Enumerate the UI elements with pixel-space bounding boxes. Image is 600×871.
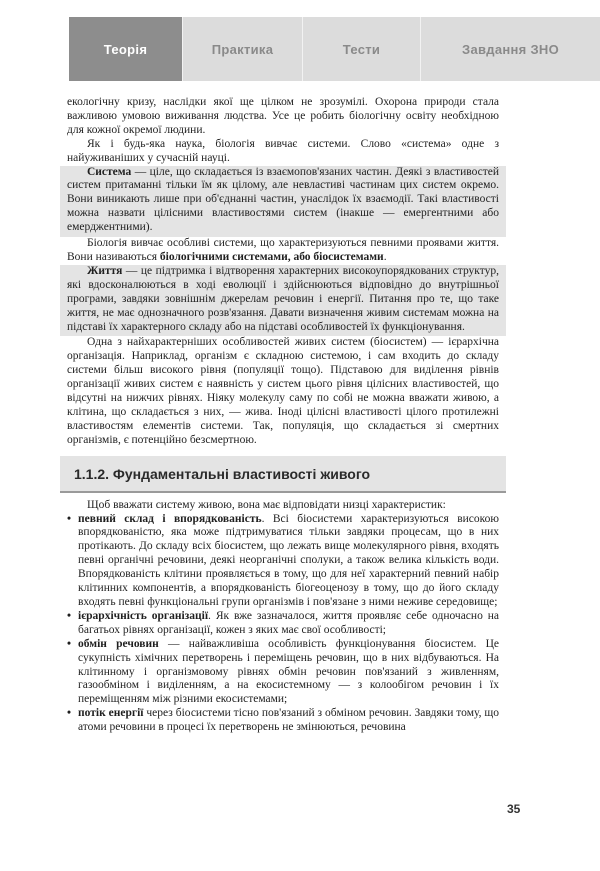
definition-block [60, 166, 506, 238]
tab-practice[interactable]: Практика [183, 17, 303, 81]
system-definition-text: — ціле, що складається із взаємопов'язаних частин. Деякі з властивостей систем притаманні тільки їм як цілому, але невластиві частинам цих систем окремо. Вони виникають лише при об'єднанні частин, унаслідок їх взаємодії. Такі властивості можна назвати цілісними властивостями систем (інакше — емергентними або емерджентними). [67, 165, 499, 234]
main-content [67, 96, 499, 735]
bullet-text: . Всі біосистеми характеризуються високою впорядкованістю, яка може підтримуватися тільки завдяки процесам, що в них протікають. До складу всіх біосистем, що лежать вище молекулярного рівня, входять певні органічні речовини, деякі неорганічні сполуки, а також велика кількість води. Впорядкованість клітини проявляється в тому, що для неї характерний певний набір клітинних компонентів, а впорядкованість біогеоценозу в тому, що до його складу входять певні функціональні групи організмів і пов'язане з ними неживе середовище; [78, 512, 499, 608]
term-life: Життя [87, 264, 123, 277]
list-item [67, 610, 499, 638]
paragraph-life-definition [67, 265, 499, 335]
paragraph-hierarchy: Одна з найхарактерніших особливостей живих систем (біосистем) — ієрархічна організація. Наприклад, організм є складною системою, і сам входить до складу системи більш високого рівня (популяції тощо). Підставою для виділення рівнів організації живих систем є наявність у систем цього рівня цілісних властивостей, що відсутні на нижчих рівнях. Ніяку молекулу саму по собі не можна вважати живою, а клітина, що складається з них, — жива. Іноді цілісні властивості цілого протилежні властивостям елементів системи. Так, популяція, що складається зі смертних організмів, є потенційно безсмертною. [67, 336, 499, 446]
bullet-text: . Як вже зазначалося, життя проявляє себе одночасно на багатьох рівнях організації, кожен з яких має свої особливості; [78, 609, 499, 636]
tab-tests[interactable]: Тести [303, 17, 421, 81]
properties-list [67, 513, 499, 736]
bullet-term: ієрархічність організації [78, 609, 209, 622]
tab-theory[interactable]: Теорія [69, 17, 183, 81]
tab-zno-tasks[interactable]: Завдання ЗНО [421, 17, 600, 81]
life-definition-block [60, 265, 506, 337]
bullet-text: через біосистеми тісно пов'язаний з обміном речовин. Завдяки тому, що атоми речовини в процесі їх перетворень не змінюються, речовина [78, 707, 499, 734]
bullet-term: потік енергії [78, 707, 144, 720]
section-heading: 1.1.2. Фундаментальні властивості живого [74, 465, 371, 482]
biosystems-text-c: . [383, 250, 387, 263]
section-heading-box [60, 456, 506, 493]
list-item [67, 707, 499, 735]
paragraph-system-definition [67, 166, 499, 236]
term-system: Система [87, 165, 132, 178]
page-number: 35 [507, 802, 521, 816]
bullet-term: обмін речовин [78, 637, 159, 650]
biosystems-text-a: Біологія вивчає особливі системи, що характеризуються певними проявами життя. Вони називаються [67, 237, 499, 263]
term-biosystems: біологічними системами, або біосистемами [159, 250, 384, 263]
section-tabs [69, 17, 600, 81]
paragraph-biosystems [67, 237, 499, 265]
life-definition-text: — це підтримка і відтворення характерних високоупорядкованих структур, які вдосконалюються в ході еволюції і здійснюються відповідно до внутрішньої програми, завдяки зовнішнім джерелам речовин і енергії. Питання про те, що таке життя, не має однозначного розв'язання. Давати визначення живим системам можна на підставі їх характерного складу або на підставі особливостей їх функціонування. [67, 264, 499, 333]
paragraph-intro: екологічну кризу, наслідки якої ще цілком не зрозумілі. Охорона природи стала важливою умовою виживання людства. Усе це робить біологічну освіту необхідною для кожної окремої людини. [67, 96, 499, 136]
section-intro: Щоб вважати систему живою, вона має відповідати низці характеристик: [87, 498, 446, 511]
bullet-text: — найважливіша особливість функціонування біосистем. Це сукупність хімічних перетворень і переміщень речовин, що в них відбуваються. На клітинному і організмовому рівнях обмін речовин пов'язаний з живленням, газообміном і виділенням, а на екосистемному — з колообігом речовин і їх переміщенням між різними екосистемами; [78, 637, 499, 706]
list-item [67, 513, 499, 610]
paragraph-biology-systems: Як і будь-яка наука, біологія вивчає системи. Слово «система» одне з найуживаніших у сучасній науці. [67, 137, 499, 164]
list-item [67, 638, 499, 708]
bullet-term: певний склад і впорядкованість [78, 512, 262, 525]
